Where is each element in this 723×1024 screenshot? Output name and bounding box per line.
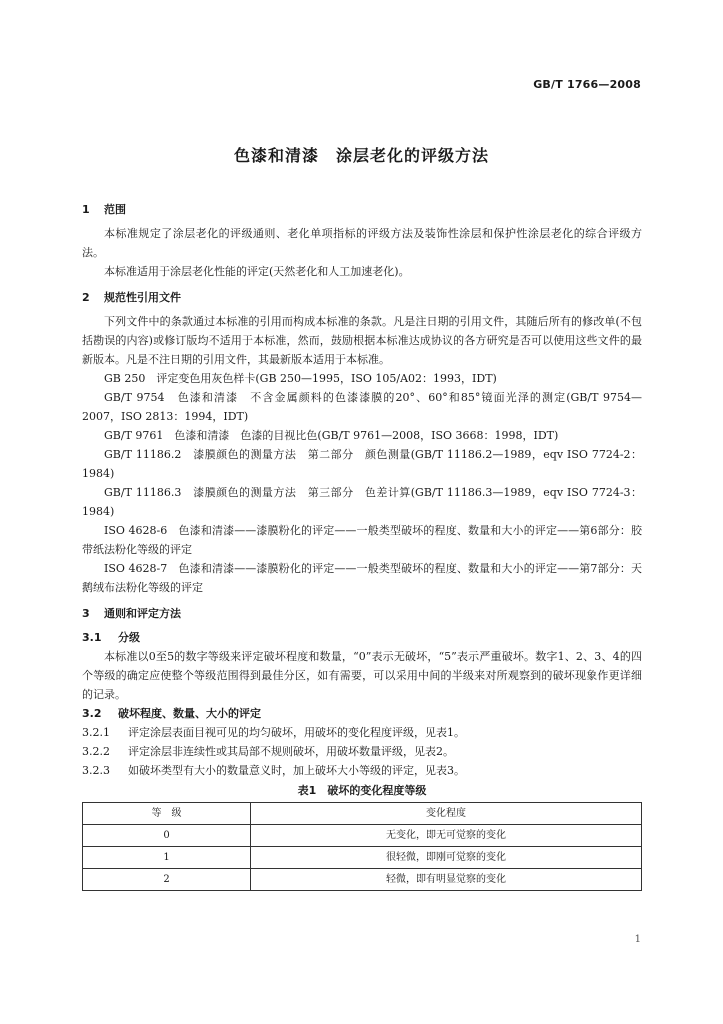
section-title: 规范性引用文件: [104, 291, 181, 304]
subsection-number: 3.1: [82, 631, 102, 644]
grade-table: [82, 802, 642, 891]
table-row: [83, 847, 642, 869]
reference-item: GB/T 9761 色漆和清漆 色漆的目视比色(GB/T 9761—2008，ISO 3668：1998，IDT): [104, 429, 559, 442]
clause-text: 评定涂层非连续性或其局部不规则破坏，用破坏数量评级，见表2。: [128, 745, 454, 758]
table-row: [83, 869, 642, 891]
page-number: 1: [634, 934, 641, 945]
reference-item: GB/T 11186.3 漆膜颜色的测量方法 第三部分 色差计算(GB/T 11186.3—1989，eqv ISO 7724-3：1984): [82, 486, 642, 518]
section-number: 2: [82, 291, 90, 304]
table-caption: 表1 破坏的变化程度等级: [297, 784, 427, 797]
clause-number: 3.2.3: [82, 764, 110, 777]
column-header-degree: 变化程度: [251, 803, 642, 825]
grade-cell: 0: [83, 825, 251, 847]
reference-item: GB 250 评定变色用灰色样卡(GB 250—1995，ISO 105/A02：1993，IDT): [104, 372, 497, 385]
section-title: 通则和评定方法: [104, 607, 181, 620]
paragraph: 本标准以0至5的数字等级来评定破坏程度和数量，“0”表示无破坏，“5”表示严重破坏。数字1、2、3、4的四个等级的确定应使整个等级范围得到最佳分区，如有需要，可以采用中间的半级来对所观察到的破坏现象作更详细的记录。: [82, 650, 642, 701]
document-title: 色漆和清漆 涂层老化的评级方法: [233, 146, 489, 165]
grade-cell: 1: [83, 847, 251, 869]
clause-text: 评定涂层表面目视可见的均匀破坏，用破坏的变化程度评级，见表1。: [128, 726, 465, 739]
subsection-heading-grading: [82, 628, 642, 647]
section-heading-scope: [82, 200, 642, 219]
subsection-title: 分级: [118, 631, 140, 644]
section-heading-general-rules: [82, 604, 642, 623]
subsection-number: 3.2: [82, 707, 102, 720]
reference-item: ISO 4628-6 色漆和清漆——漆膜粉化的评定——一般类型破坏的程度、数量和大小的评定——第6部分：胶带纸法粉化等级的评定: [82, 524, 642, 556]
paragraph: 下列文件中的条款通过本标准的引用而构成本标准的条款。凡是注日期的引用文件，其随后所有的修改单(不包括勘误的内容)或修订版均不适用于本标准，然而，鼓励根据本标准达成协议的各方研究是否可以使用这些文件的最新版本。凡是不注日期的引用文件，其最新版本适用于本标准。: [82, 315, 642, 366]
grade-cell: 2: [83, 869, 251, 891]
reference-item: GB/T 11186.2 漆膜颜色的测量方法 第二部分 颜色测量(GB/T 11186.2—1989，eqv ISO 7724-2：1984): [82, 448, 642, 480]
section-number: 3: [82, 607, 90, 620]
table-row: [83, 825, 642, 847]
subsection-heading-assessment: [82, 704, 642, 723]
paragraph: 本标准规定了涂层老化的评级通则、老化单项指标的评级方法及装饰性涂层和保护性涂层老化的综合评级方法。: [82, 227, 642, 259]
reference-item: ISO 4628-7 色漆和清漆——漆膜粉化的评定——一般类型破坏的程度、数量和大小的评定——第7部分：天鹅绒布法粉化等级的评定: [82, 562, 642, 594]
section-title: 范围: [104, 203, 126, 216]
column-header-grade: 等 级: [83, 803, 251, 825]
degree-cell: 很轻微，即刚可觉察的变化: [251, 847, 642, 869]
degree-cell: 无变化，即无可觉察的变化: [251, 825, 642, 847]
degree-cell: 轻微，即有明显觉察的变化: [251, 869, 642, 891]
standard-number: GB/T 1766—2008: [533, 78, 641, 91]
paragraph: 本标准适用于涂层老化性能的评定(天然老化和人工加速老化)。: [104, 265, 410, 278]
clause-number: 3.2.1: [82, 726, 110, 739]
section-heading-normative-references: [82, 288, 642, 307]
clause: [82, 723, 642, 742]
clause-text: 如破坏类型有大小的数量意义时，加上破坏大小等级的评定，见表3。: [128, 764, 465, 777]
clause: [82, 742, 642, 761]
subsection-title: 破坏程度、数量、大小的评定: [118, 707, 261, 720]
document-body: [82, 200, 642, 891]
section-number: 1: [82, 203, 90, 216]
reference-item: GB/T 9754 色漆和清漆 不含金属颜料的色漆漆膜的20°、60°和85°镜面光泽的测定(GB/T 9754—2007，ISO 2813：1994，IDT): [82, 391, 642, 423]
table-header-row: [83, 803, 642, 825]
clause-number: 3.2.2: [82, 745, 110, 758]
clause: [82, 761, 642, 780]
